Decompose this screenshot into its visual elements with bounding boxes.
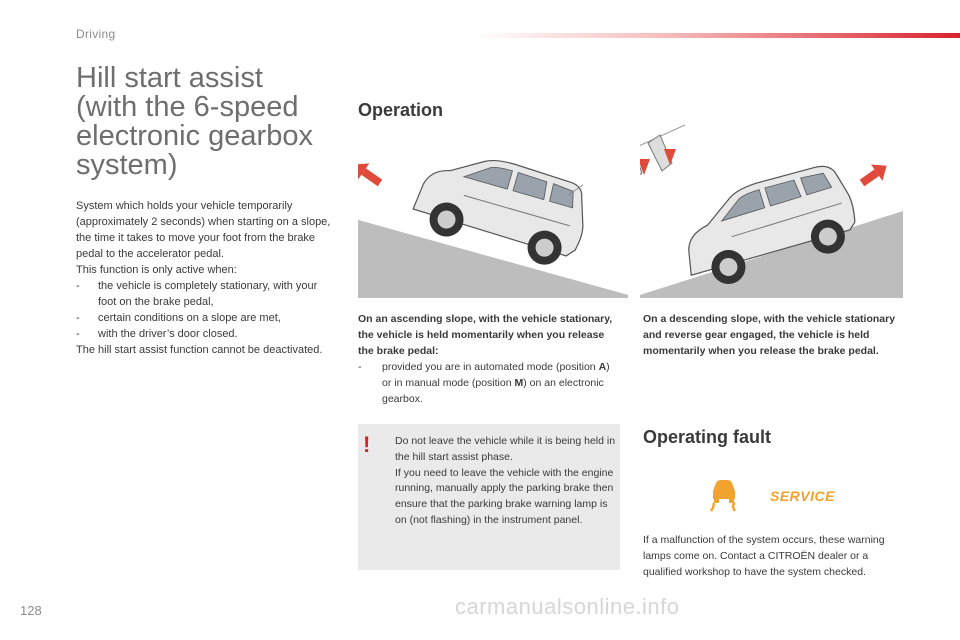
- warning-icon: !: [363, 432, 371, 457]
- title-line: system): [76, 149, 178, 181]
- operation-heading: Operation: [358, 100, 444, 120]
- header-accent-bar: [475, 33, 960, 38]
- ascending-caption: [358, 311, 620, 407]
- watermark: carmanualsonline.info: [455, 594, 680, 619]
- ascending-caption-bold: On an ascending slope, with the vehicle stationary, the vehicle is held momentarily when you release the brake pedal:: [358, 313, 613, 357]
- service-warning-label: SERVICE: [770, 488, 835, 504]
- ascending-item-text: provided you are in automated mode (position: [382, 361, 599, 373]
- ascending-slope-illustration: [358, 125, 628, 298]
- warning-line: Do not leave the vehicle while it is being held in the hill start assist phase.: [395, 435, 616, 463]
- list-item: - with the driver’s door closed.: [76, 328, 238, 340]
- warning-text: [395, 434, 617, 529]
- pedal-graphic: [640, 125, 685, 181]
- descending-slope-illustration: [640, 115, 903, 298]
- page-number: 128: [20, 603, 42, 618]
- operating-fault-heading: Operating fault: [643, 427, 772, 447]
- page-title: [76, 64, 346, 180]
- warning-line: If you need to leave the vehicle with the engine running, manually apply the parking brake then ensure that the parking brake warning lamp is on (not flashing) in the instrument panel.: [395, 466, 614, 526]
- condition-list: [76, 278, 331, 342]
- fault-text: If a malfunction of the system occurs, these warning lamps come on. Contact a CITROËN dealer or a qualified workshop to have the system checked.: [643, 534, 885, 578]
- skid-warning-icon: [705, 475, 741, 515]
- title-line: electronic gearbox: [76, 120, 313, 152]
- ascending-item-text: ) on an electronic gearbox.: [382, 377, 604, 405]
- list-item-text: with the driver’s door closed.: [98, 328, 238, 340]
- descending-caption-bold: On a descending slope, with the vehicle stationary and reverse gear engaged, the vehicle is held momentarily when you release the brake pedal.: [643, 313, 896, 357]
- intro-paragraph: The hill start assist function cannot be deactivated.: [76, 344, 323, 356]
- title-line: (with the 6-speed: [76, 91, 299, 123]
- section-label: Driving: [76, 27, 116, 41]
- list-item: - certain conditions on a slope are met,: [76, 312, 281, 324]
- mode-a-label: A: [598, 361, 607, 373]
- list-item-text: the vehicle is completely stationary, with your foot on the brake pedal,: [98, 280, 318, 308]
- intro-paragraph: This function is only active when:: [76, 264, 237, 276]
- list-dash: -: [358, 361, 362, 373]
- intro-text: [76, 198, 331, 358]
- mode-m-label: M: [514, 377, 524, 389]
- ascending-item: [358, 359, 620, 407]
- descending-caption: [643, 311, 901, 359]
- ascending-item-text: ) or in manual mode (position: [382, 361, 610, 389]
- list-item-text: certain conditions on a slope are met,: [98, 312, 281, 324]
- title-line: Hill start assist: [76, 62, 263, 94]
- list-item: - the vehicle is completely stationary, with your foot on the brake pedal,: [76, 280, 318, 308]
- intro-paragraph: System which holds your vehicle temporarily (approximately 2 seconds) when starting on a slope, the time it takes to move your foot from the brake pedal to the accelerator pedal.: [76, 200, 331, 260]
